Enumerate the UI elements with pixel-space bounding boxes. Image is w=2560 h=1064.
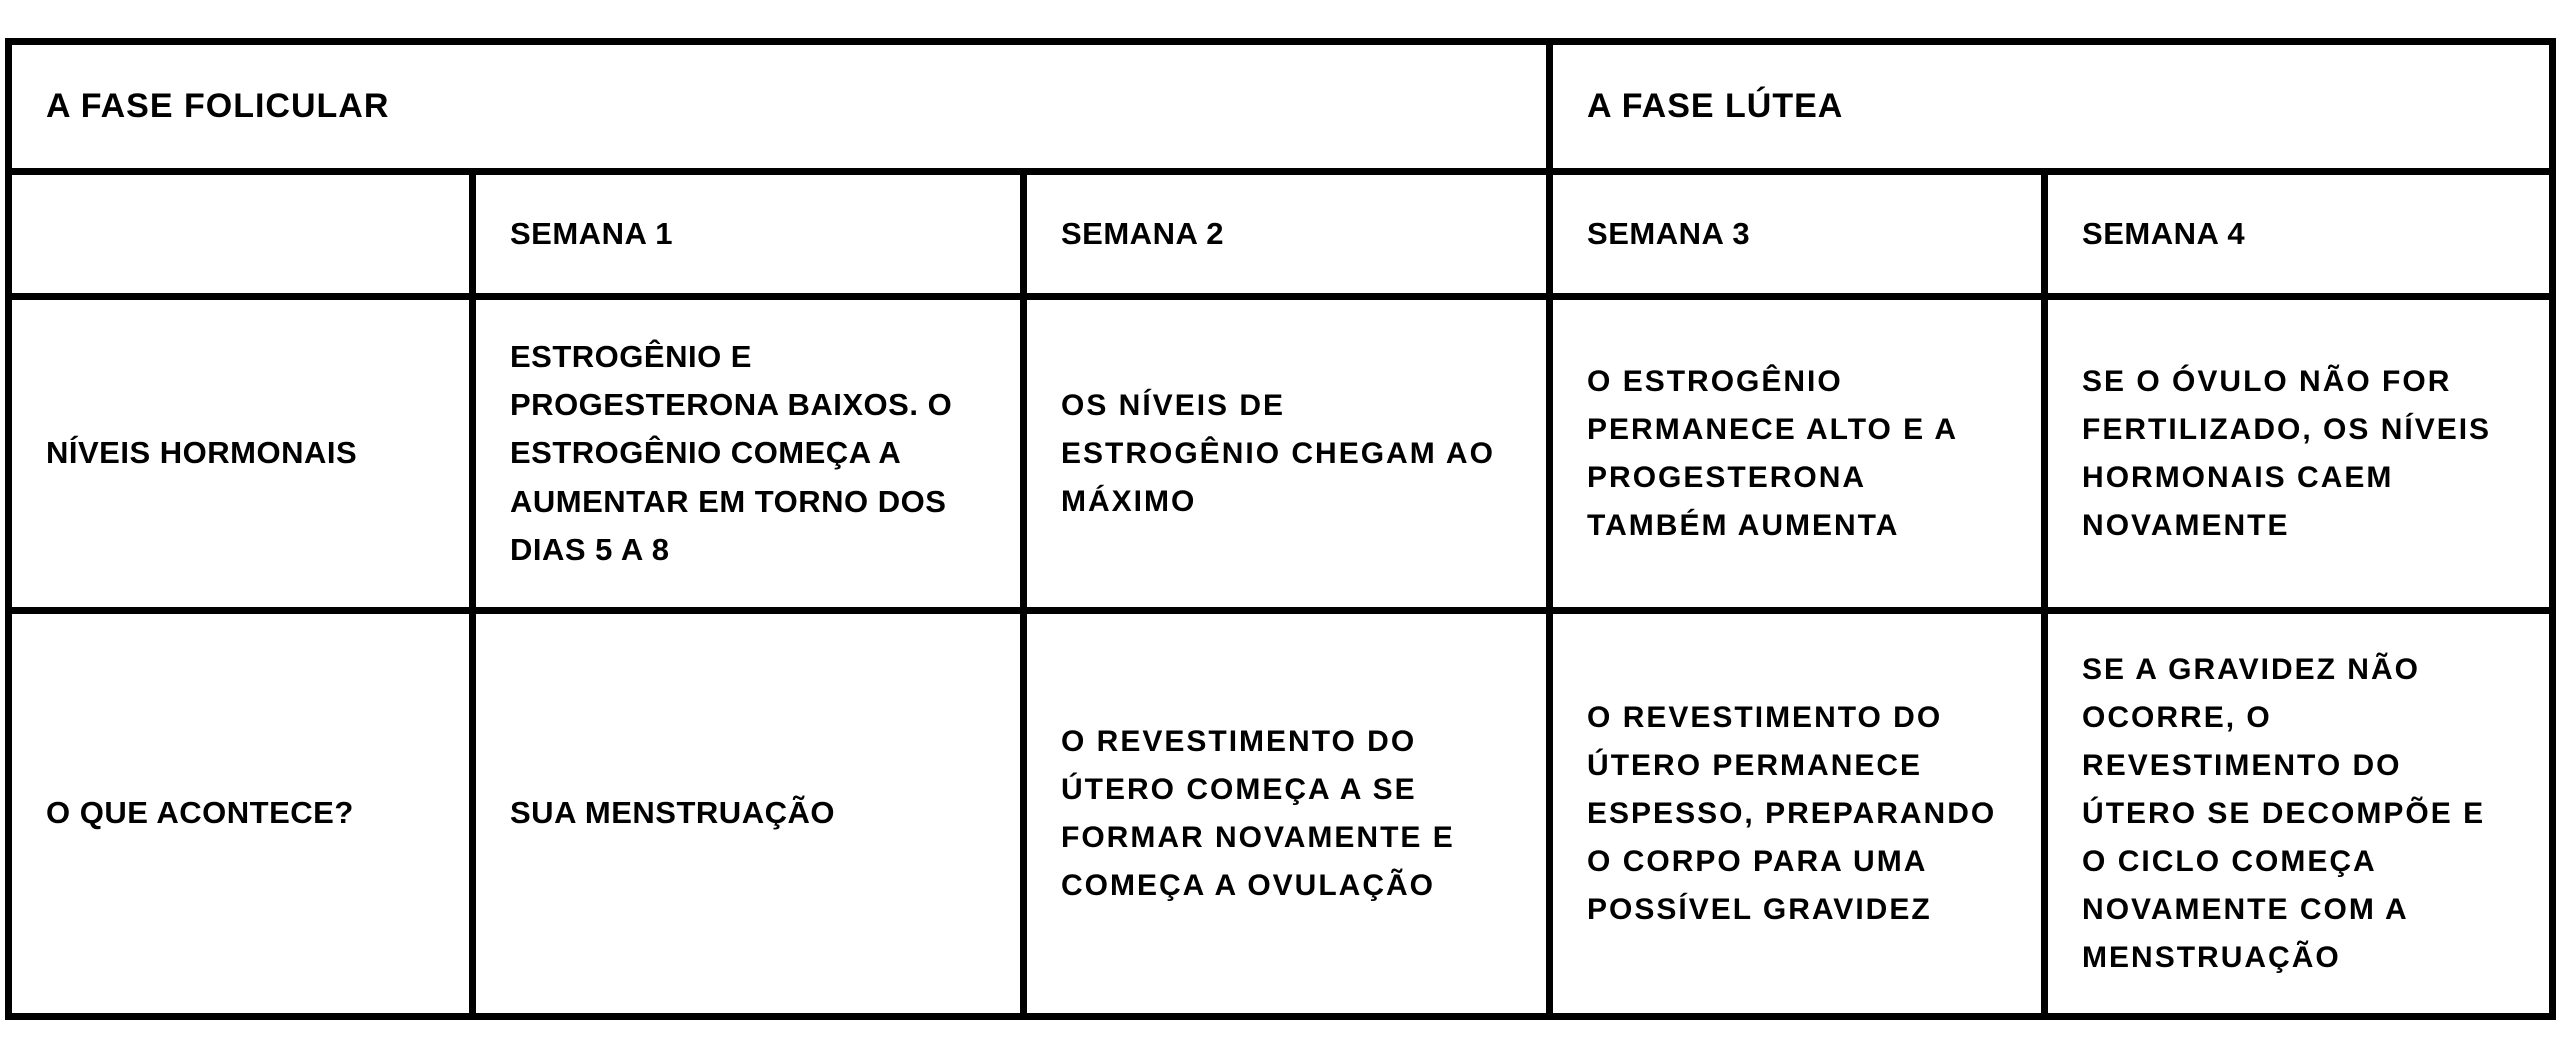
hormone-cell-week-3: O ESTROGÊNIO PERMANECE ALTO E A PROGESTERONA TAMBÉM AUMENTA [1550, 297, 2045, 611]
hormone-levels-row [9, 297, 2553, 611]
menstrual-cycle-table [5, 38, 2556, 1020]
corner-cell [9, 172, 473, 297]
event-cell-week-2: O REVESTIMENTO DO ÚTERO COMEÇA A SE FORMAR NOVAMENTE E COMEÇA A OVULAÇÃO [1024, 611, 1550, 1017]
hormone-cell-week-1: ESTROGÊNIO E PROGESTERONA BAIXOS. O ESTROGÊNIO COMEÇA A AUMENTAR EM TORNO DOS DIAS 5 A 8 [473, 297, 1024, 611]
phase-header-follicular: A FASE FOLICULAR [9, 42, 1550, 172]
row-label-what-happens: O QUE ACONTECE? [9, 611, 473, 1017]
what-happens-row [9, 611, 2553, 1017]
event-cell-week-1: SUA MENSTRUAÇÃO [473, 611, 1024, 1017]
phase-header-luteal: A FASE LÚTEA [1550, 42, 2553, 172]
hormone-cell-week-2: OS NÍVEIS DE ESTROGÊNIO CHEGAM AO MÁXIMO [1024, 297, 1550, 611]
event-cell-week-4: SE A GRAVIDEZ NÃO OCORRE, O REVESTIMENTO DO ÚTERO SE DECOMPÕE E O CICLO COMEÇA NOVAMENTE COM A MENSTRUAÇÃO [2045, 611, 2553, 1017]
week-header-semana-1: SEMANA 1 [473, 172, 1024, 297]
hormone-cell-week-4: SE O ÓVULO NÃO FOR FERTILIZADO, OS NÍVEIS HORMONAIS CAEM NOVAMENTE [2045, 297, 2553, 611]
week-header-semana-3: SEMANA 3 [1550, 172, 2045, 297]
row-label-hormone-levels: NÍVEIS HORMONAIS [9, 297, 473, 611]
phase-header-row [9, 42, 2553, 172]
week-header-row [9, 172, 2553, 297]
week-header-semana-4: SEMANA 4 [2045, 172, 2553, 297]
week-header-semana-2: SEMANA 2 [1024, 172, 1550, 297]
event-cell-week-3: O REVESTIMENTO DO ÚTERO PERMANECE ESPESSO, PREPARANDO O CORPO PARA UMA POSSÍVEL GRAVIDEZ [1550, 611, 2045, 1017]
